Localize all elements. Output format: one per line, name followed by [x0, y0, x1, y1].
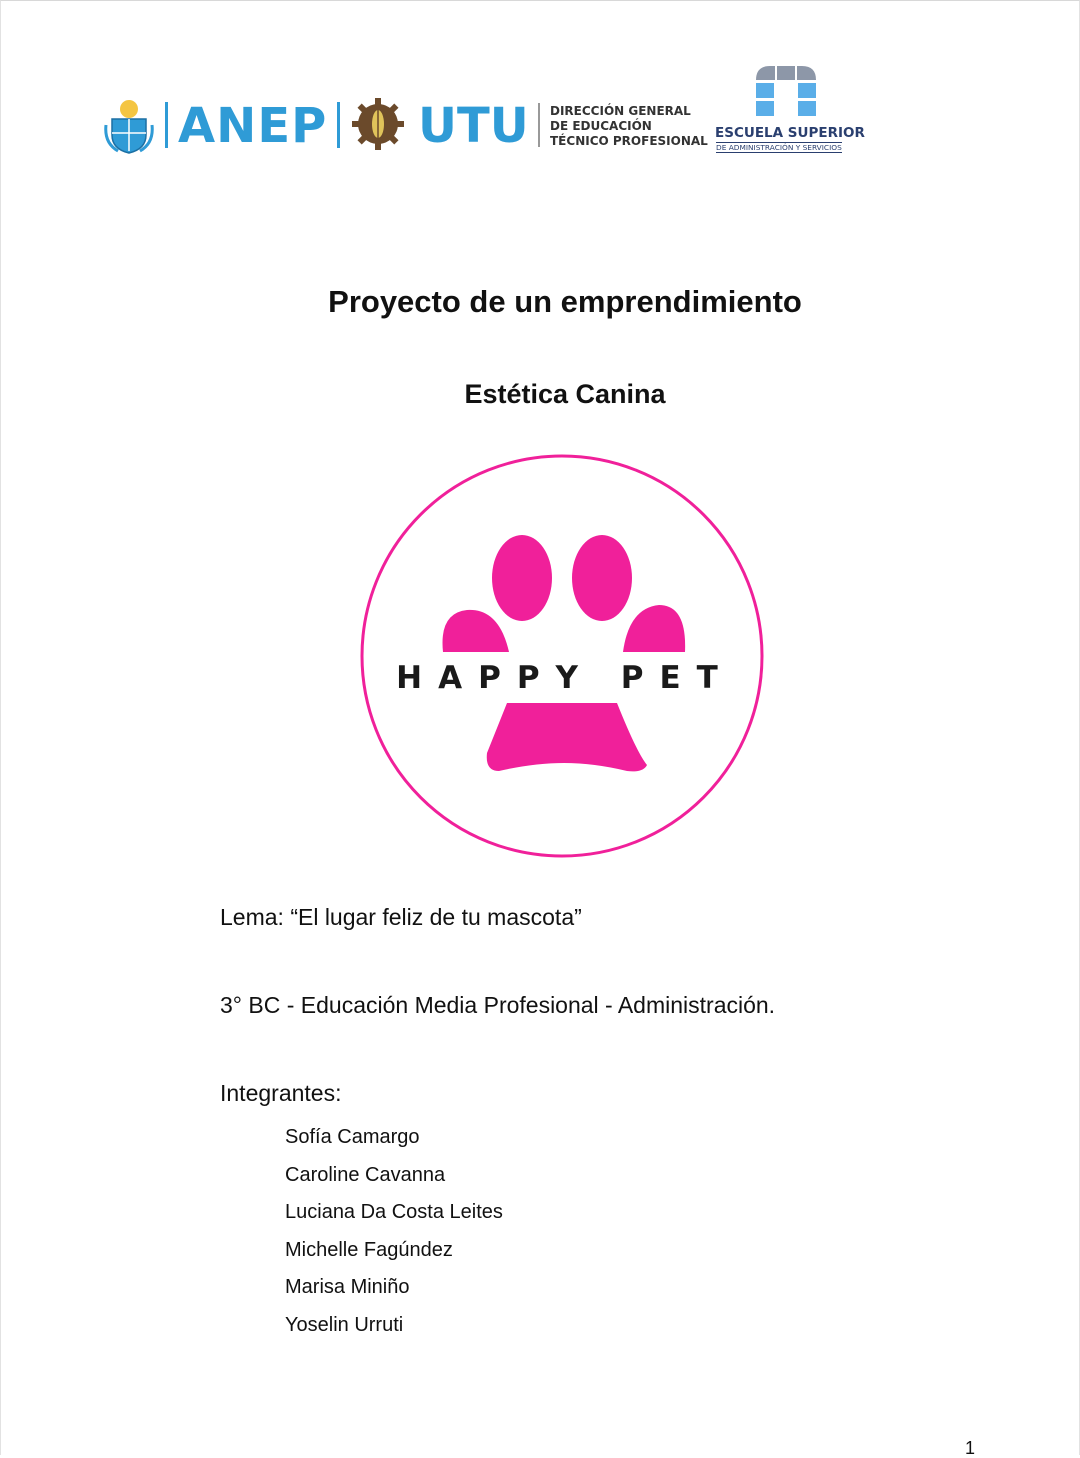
direccion-general-text — [550, 104, 708, 149]
course-text: 3° BC - Educación Media Profesional - Administración. — [220, 992, 776, 1018]
lema-text: Lema: “El lugar feliz de tu mascota” — [220, 904, 582, 930]
member-item: Caroline Cavanna — [285, 1163, 446, 1186]
escuela-superior-building-icon — [754, 64, 818, 120]
utu-gear-emblem-icon — [350, 96, 406, 152]
document-title: Proyecto de un emprendimiento — [328, 284, 802, 319]
anep-logo-text: ANEP — [178, 98, 328, 154]
member-item: Sofía Camargo — [285, 1126, 420, 1148]
paw-toe-icon — [492, 535, 552, 621]
institution-header — [0, 0, 1080, 170]
document-subtitle: Estética Canina — [464, 379, 666, 409]
direccion-line: TÉCNICO PROFESIONAL — [550, 134, 708, 148]
direccion-line: DE EDUCACIÓN — [550, 119, 652, 133]
member-item: Yoselin Urruti — [285, 1313, 404, 1336]
page-number: 1 — [965, 1438, 976, 1458]
escuela-superior-title: ESCUELA SUPERIOR — [715, 125, 865, 141]
direccion-line: DIRECCIÓN GENERAL — [550, 104, 691, 118]
header-separator — [538, 103, 540, 147]
header-separator — [165, 102, 168, 148]
members-list — [285, 1119, 503, 1345]
happy-pet-logo — [359, 453, 765, 859]
paw-toe-icon — [572, 535, 632, 621]
logo-ring — [362, 456, 762, 856]
member-item: Luciana Da Costa Leites — [285, 1201, 503, 1224]
uruguay-coat-of-arms-icon — [104, 95, 154, 155]
utu-logo-text: UTU — [418, 98, 529, 154]
integrantes-label: Integrantes: — [220, 1080, 342, 1106]
member-item: Michelle Fagúndez — [285, 1238, 453, 1261]
logo-wordmark: HAPPY PET — [396, 660, 734, 696]
member-item: Marisa Miniño — [285, 1276, 410, 1299]
escuela-superior-subtitle: DE ADMINISTRACIÓN Y SERVICIOS — [716, 143, 842, 152]
header-separator — [337, 102, 340, 148]
